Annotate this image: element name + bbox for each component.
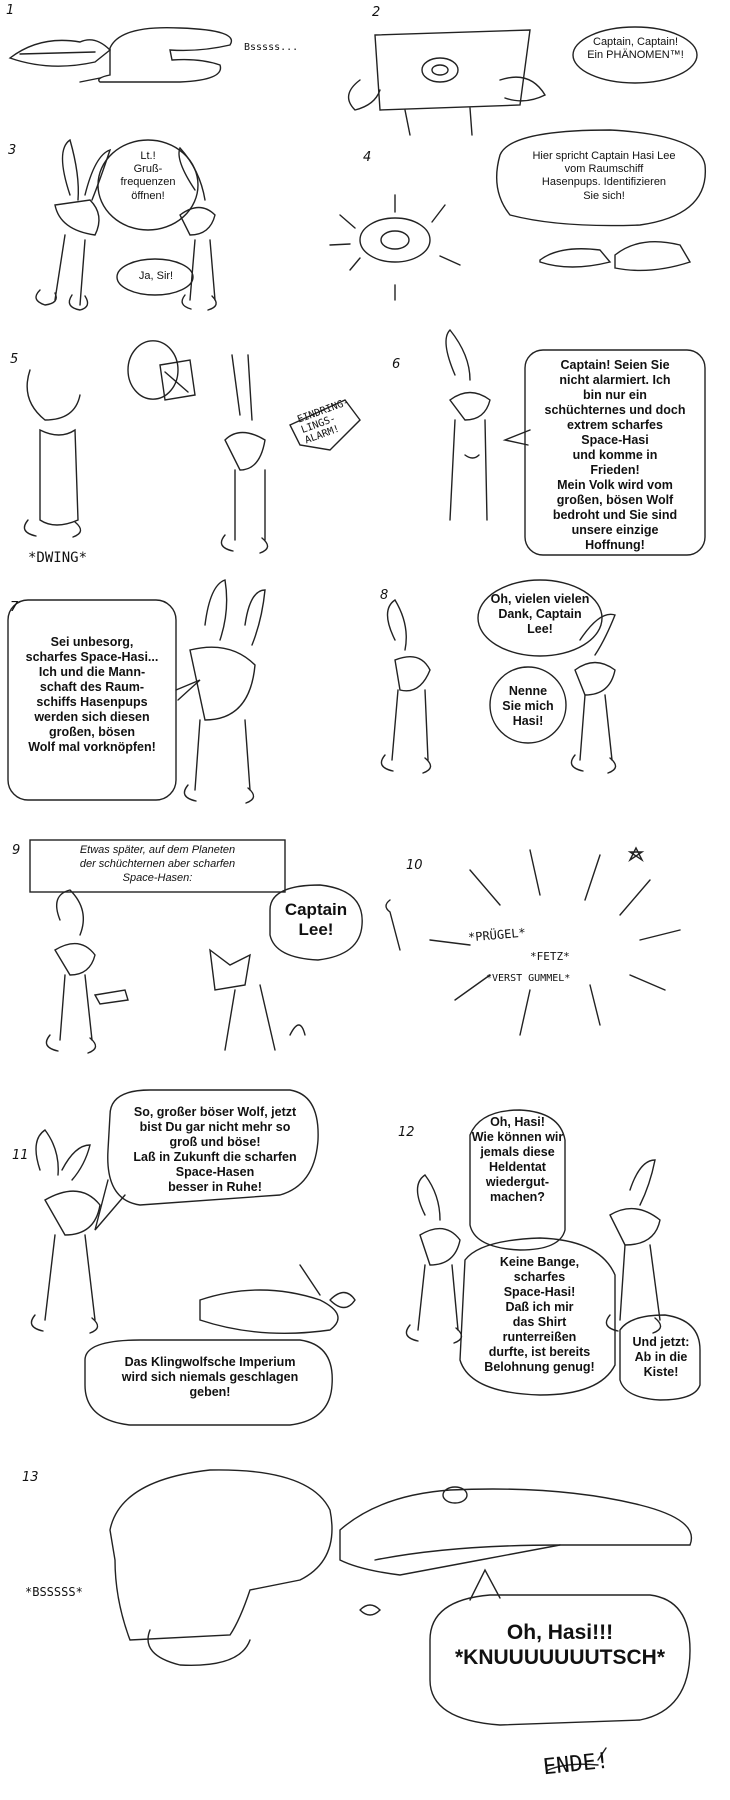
panel-number-6: 6 <box>392 357 401 372</box>
panel-2-speech: Captain, Captain! Ein PHÄNOMEN™! <box>587 36 684 62</box>
panel-number-5: 5 <box>10 352 19 367</box>
panel-3-speech-a: Lt.! Gruß- frequenzen öffnen! <box>120 150 176 202</box>
panel-number-13: 13 <box>22 1470 39 1485</box>
panel-11-speech-b: Das Klingwolfsche Imperium wird sich niemals geschlagen geben! <box>121 1355 299 1399</box>
panel-5-rabbits-drawing <box>24 341 360 553</box>
panel-number-9: 9 <box>12 843 21 858</box>
panel-12-speech-a: Oh, Hasi! Wie können wir jemals diese Heldentat wiedergut- machen? <box>471 1115 564 1204</box>
panel-11-speech-a: So, großer böser Wolf, jetzt bist Du gar nicht mehr so groß und böse! Laß in Zukunft die scharfen Space-Hasen besser in Ruhe! <box>133 1105 297 1194</box>
panel-12-speech-b: Keine Bange, scharfes Space-Hasi! Daß ich mir das Shirt runterreißen durfte, ist bereits Belohnung genug! <box>484 1255 595 1374</box>
panel-1-spaceship-drawing <box>10 28 231 82</box>
panel-5-sfx-dwing: *DWING* <box>28 550 88 566</box>
panel-9-speech: Captain Lee! <box>284 900 348 940</box>
panel-10-sfx-verst-gummel: *VERST GUMMEL* <box>486 973 571 984</box>
panel-13-speech: Oh, Hasi!!! *KNUUUUUUUTSCH* <box>455 1621 665 1670</box>
panel-12-speech-c: Und jetzt: Ab in die Kiste! <box>632 1335 690 1379</box>
panel-3-speech-b: Ja, Sir! <box>138 270 174 282</box>
panel-8-speech-a: Oh, vielen vielen Dank, Captain Lee! <box>490 592 590 636</box>
panel-7-speech: Sei unbesorg, scharfes Space-Hasi... Ich und die Mann- schaft des Raum- schiffs Hasenpups werden sich diesen großen, bösen Wolf mal vorknöpfen! <box>25 635 159 754</box>
panel-number-11: 11 <box>12 1148 29 1163</box>
panel-10-fight-burst-drawing <box>386 848 680 1035</box>
panel-5-sfx-alarm: EINDRING- LINGS- ALARM! <box>295 396 351 447</box>
panel-4-burst-drawing <box>330 195 690 300</box>
end-label: ENDE! <box>541 1748 611 1781</box>
panel-13-sfx: *BSSSSS* <box>25 1585 83 1599</box>
panel-number-8: 8 <box>380 588 389 603</box>
panel-number-4: 4 <box>363 150 372 165</box>
panel-number-7: 7 <box>10 600 19 615</box>
panel-10-sfx-pruegel: *PRÜGEL* <box>467 925 527 945</box>
panel-6-speech: Captain! Seien Sie nicht alarmiert. Ich bin nur ein schüchternes und doch extrem scharfes Space-Hasi und komme in Frieden! Mein Volk wird vom großen, bösen Wolf bedroht und Sie sind unsere einzige Hoffnung! <box>544 358 686 552</box>
panel-8-speech-b: Nenne Sie mich Hasi! <box>502 684 554 728</box>
panel-number-2: 2 <box>372 5 381 20</box>
panel-2-viewscreen-drawing <box>349 30 545 135</box>
panel-number-1: 1 <box>6 3 15 18</box>
panel-number-12: 12 <box>398 1125 415 1140</box>
panel-number-3: 3 <box>8 143 17 158</box>
panel-9-caption: Etwas später, auf dem Planeten der schüchternen aber scharfen Space-Hasen: <box>79 844 236 884</box>
panel-4-speech: Hier spricht Captain Hasi Lee vom Raumschiff Hasenpups. Identifizieren Sie sich! <box>532 150 676 202</box>
panel-number-10: 10 <box>406 858 423 873</box>
panel-10-sfx-fetz: *FETZ* <box>530 950 570 963</box>
panel-1-sfx: Bsssss... <box>244 42 299 53</box>
